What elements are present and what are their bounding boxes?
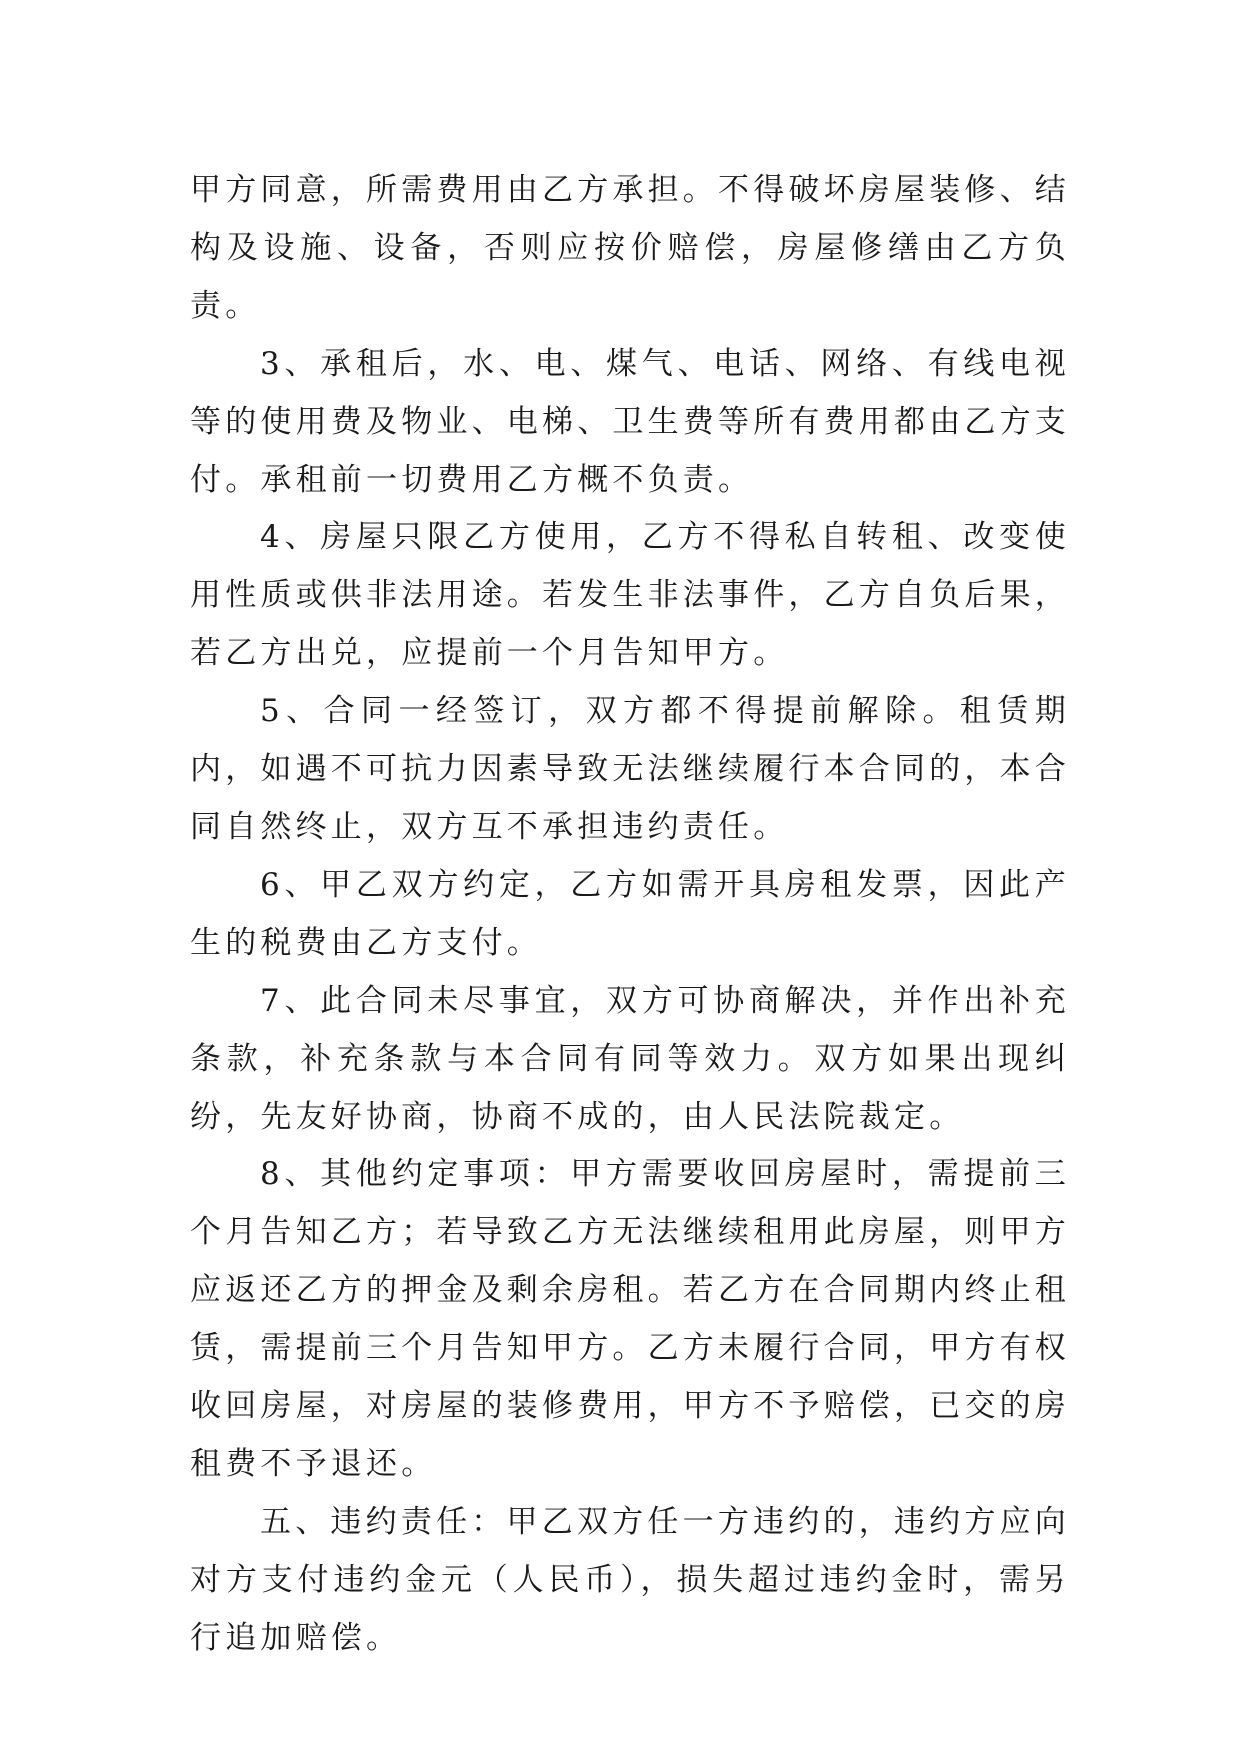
document-body — [190, 162, 1070, 1668]
paragraph-clause-4: 4、房屋只限乙方使用，乙方不得私自转租、改变使用性质或供非法用途。若发生非法事件，乙方自负后果，若乙方出兑，应提前一个月告知甲方。 — [190, 519, 1070, 672]
paragraph-clause-7: 7、此合同未尽事宜，双方可协商解决，并作出补充条款，补充条款与本合同有同等效力。双方如果出现纠纷，先友好协商，协商不成的，由人民法院裁定。 — [190, 982, 1070, 1135]
paragraph-section-breach-liability: 五、违约责任：甲乙双方任一方违约的，违约方应向对方支付违约金元（人民币），损失超过违约金时，需另行追加赔偿。 — [190, 1503, 1070, 1656]
paragraph-clause-6: 6、甲乙双方约定，乙方如需开具房租发票，因此产生的税费由乙方支付。 — [190, 866, 1070, 961]
paragraph-clause-2-continued: 甲方同意，所需费用由乙方承担。不得破坏房屋装修、结构及设施、设备，否则应按价赔偿，房屋修缮由乙方负责。 — [190, 172, 1070, 324]
paragraph-clause-3: 3、承租后，水、电、煤气、电话、网络、有线电视等的使用费及物业、电梯、卫生费等所有费用都由乙方支付。承租前一切费用乙方概不负责。 — [190, 345, 1070, 498]
paragraph-clause-8: 8、其他约定事项：甲方需要收回房屋时，需提前三个月告知乙方；若导致乙方无法继续租用此房屋，则甲方应返还乙方的押金及剩余房租。若乙方在合同期内终止租赁，需提前三个月告知甲方。乙方未履行合同，甲方有权收回房屋，对房屋的装修费用，甲方不予赔偿，已交的房租费不予退还。 — [190, 1156, 1070, 1482]
paragraph-clause-5: 5、合同一经签订，双方都不得提前解除。租赁期内，如遇不可抗力因素导致无法继续履行本合同的，本合同自然终止，双方互不承担违约责任。 — [190, 693, 1070, 845]
